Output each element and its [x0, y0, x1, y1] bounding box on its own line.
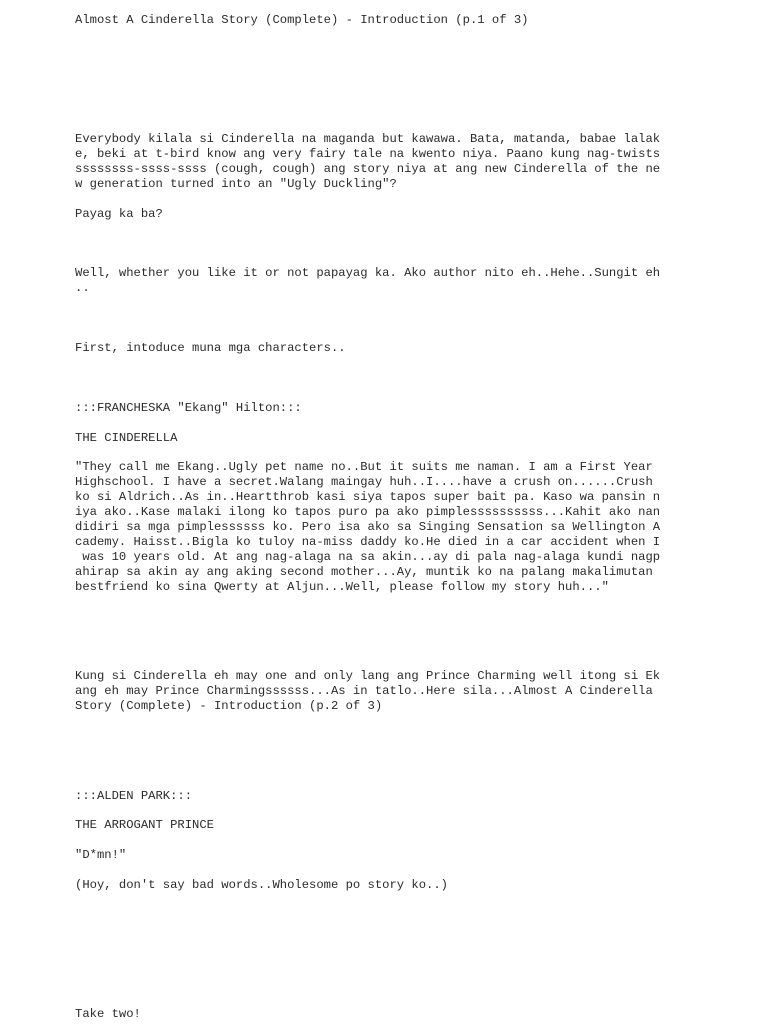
princes-intro: Kung si Cinderella eh may one and only lang ang Prince Charming well itong si Ek ang eh may Prince Charmingssssss...As in tatlo..Here sila...Almost A Cinderella Story (Complete) - Introduction (p.2 of 3) [75, 669, 661, 713]
question-line: Payag ka ba? [75, 207, 163, 221]
character-role-cinderella: THE CINDERELLA [75, 431, 178, 445]
character-role-arrogant-prince: THE ARROGANT PRINCE [75, 818, 214, 832]
intro-paragraph: Everybody kilala si Cinderella na maganda but kawawa. Bata, matanda, babae lalak e, beki at t-bird know ang very fairy tale na kwento niya. Paano kung nag-twists ssssssss-ssss-ssss (cough, cough) ang story niya at ang new Cinderella of the ne w generation turned into an "Ugly Duckling"? [75, 132, 661, 191]
characters-intro: First, intoduce muna mga characters.. [75, 341, 346, 355]
character-quote-francheska: "They call me Ekang..Ugly pet name no..But it suits me naman. I am a First Year Highschool. I have a secret.Walang maingay huh..I....have a crush on......Crush ko si Aldrich..As in..Heartthrob kasi siya tapos super bait pa. Kaso wa pansin n iya ako..Kase malaki ilong ko tapos puro pa ako pimplessssssssss...Kahit ako nan didiri sa mga pimplessssss ko. Pero isa ako sa Singing Sensation sa Wellington A cademy. Haisst..Bigla ko tuloy na-miss daddy ko.He died in a car accident when I was 10 years old. At ang nag-alaga na sa akin...ay di pala nag-alaga kundi nagp ahirap sa akin ay ang aking second mother...Ay, muntik ko na palang makalimutan bestfriend ko sina Qwerty at Aljun...Well, please follow my story huh..." [75, 460, 661, 594]
character-name-francheska: :::FRANCHESKA "Ekang" Hilton::: [75, 401, 302, 415]
closing-line: Take two! [75, 1007, 141, 1021]
author-aside: (Hoy, don't say bad words..Wholesome po story ko..) [75, 878, 448, 892]
character-quote-alden: "D*mn!" [75, 848, 127, 862]
character-name-alden: :::ALDEN PARK::: [75, 789, 193, 803]
document-header: Almost A Cinderella Story (Complete) - Introduction (p.1 of 3) [75, 13, 529, 27]
author-note: Well, whether you like it or not papayag ka. Ako author nito eh..Hehe..Sungit eh .. [75, 266, 661, 295]
